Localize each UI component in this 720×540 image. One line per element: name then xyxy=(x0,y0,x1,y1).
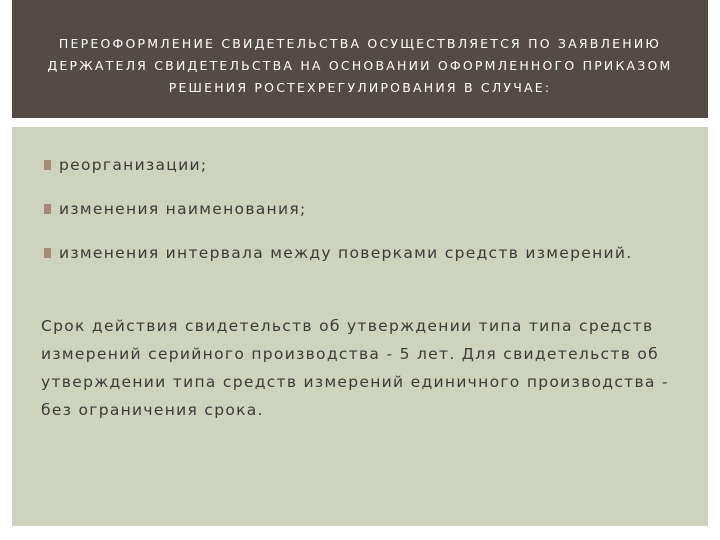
bullet-text: изменения наименования; xyxy=(59,200,307,218)
bullet-text: изменения интервала между поверками средств измерений. xyxy=(59,244,633,262)
slide-title: ПЕРЕОФОРМЛЕНИЕ СВИДЕТЕЛЬСТВА ОСУЩЕСТВЛЯЕТСЯ ПО ЗАЯВЛЕНИЮ ДЕРЖАТЕЛЯ СВИДЕТЕЛЬСТВА НА ОСНОВАНИИ ОФОРМЛЕННОГО ПРИКАЗОМ РЕШЕНИЯ РОСТЕХРЕГУЛИРОВАНИЯ В СЛУЧАЕ: xyxy=(47,36,673,95)
bullet-item-name-change xyxy=(44,187,704,231)
square-bullet-icon xyxy=(44,204,51,214)
square-bullet-icon xyxy=(44,248,51,258)
content-panel xyxy=(12,127,708,526)
title-bar xyxy=(12,0,708,118)
validity-paragraph: Срок действия свидетельств об утверждении типа типа средств измерений серийного производства - 5 лет. Для свидетельств об утверждении типа средств измерений единичного производства - без ограничения срока. xyxy=(41,317,669,419)
square-bullet-icon xyxy=(44,160,51,170)
bullet-item-interval-change xyxy=(44,231,704,275)
bullet-item-reorganization xyxy=(44,143,704,187)
bullet-list xyxy=(44,143,704,275)
bullet-text: реорганизации; xyxy=(59,156,208,174)
